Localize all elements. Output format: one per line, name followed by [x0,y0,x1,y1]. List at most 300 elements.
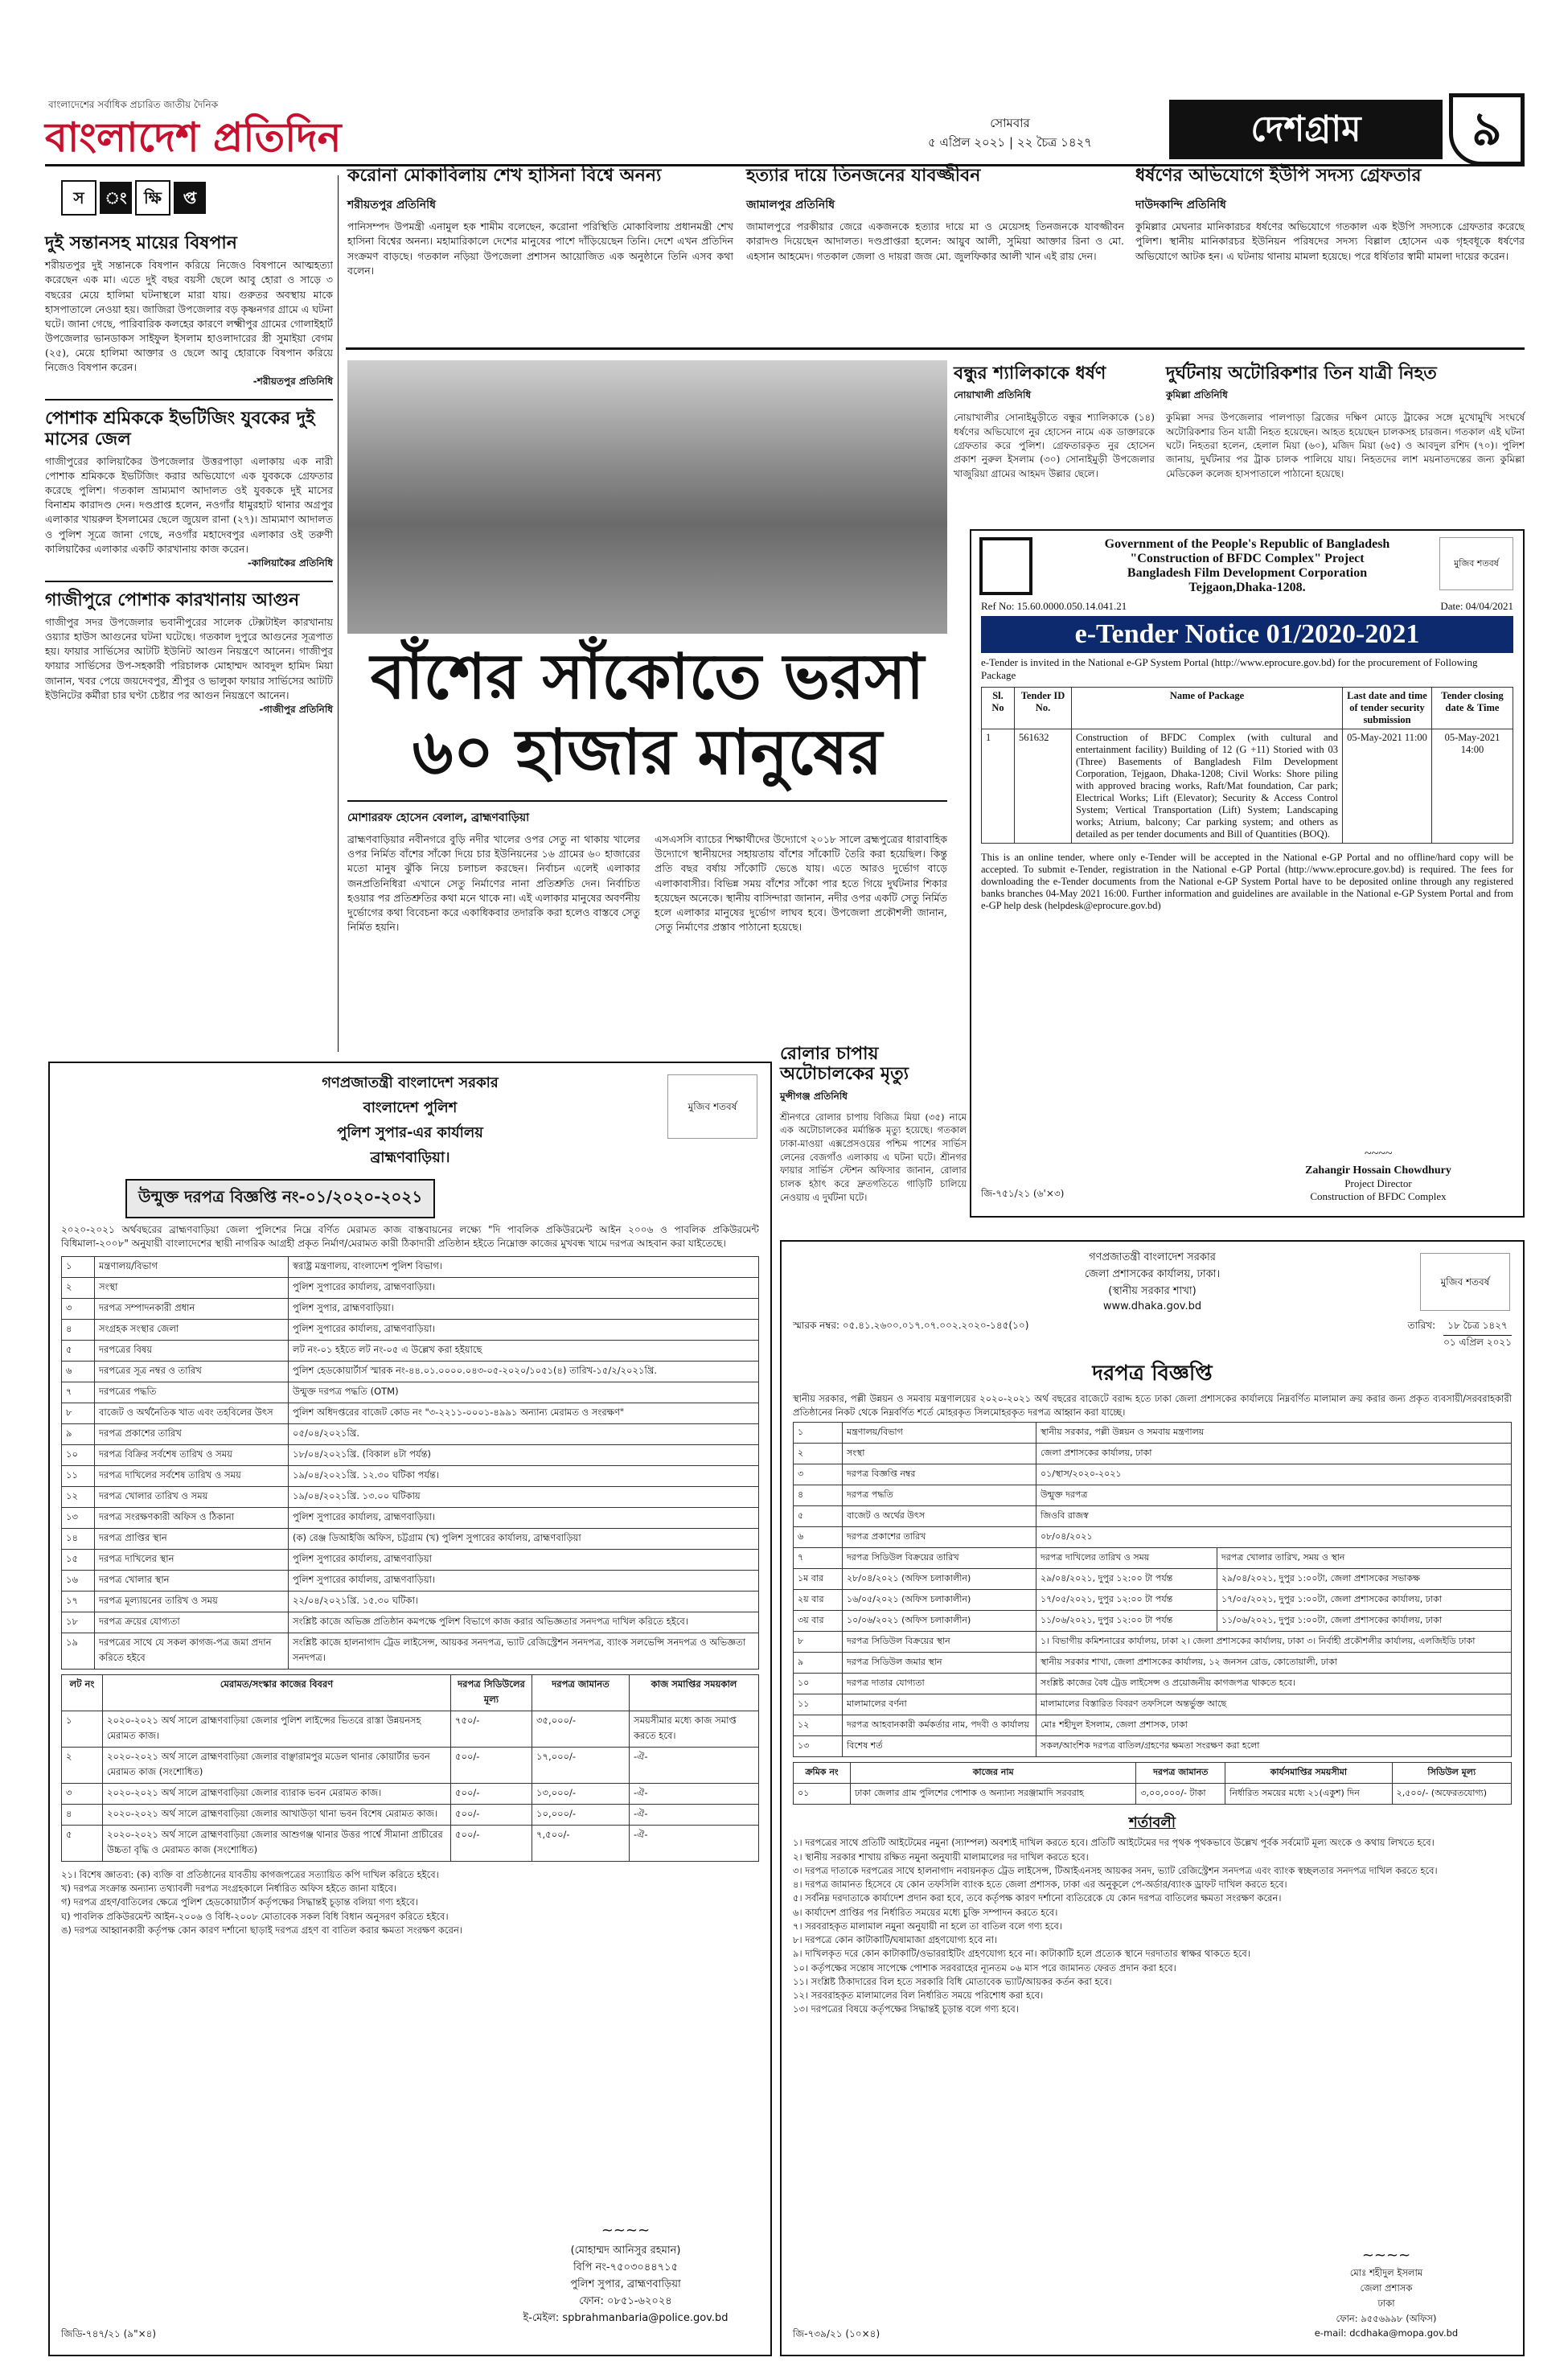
table-cell: ১ [794,1423,843,1444]
bfdc-project: "Construction of BFDC Complex" Project [1130,552,1365,565]
section-title: দেশগ্রাম [1169,100,1443,159]
bfdc-gov: Government of the People's Republic of Bangladesh [1104,537,1390,551]
police-dept: বাংলাদেশ পুলিশ [363,1099,458,1116]
table-cell: ১৭ [62,1591,95,1612]
table-cell: দরপত্র প্রাপ্তির স্থান [95,1528,289,1549]
table-cell: ২য় বার [794,1590,843,1611]
bfdc-tender-table [981,687,1513,844]
story-body: ব্রাহ্মণবাড়িয়ার নবীনগরে বুড়ি নদীর খালের ওপর সেতু না থাকায় খালের ওপর নির্মিত বাঁশের সাঁকো দিয়ে চার ইউনিয়নের ১৬ গ্রামের ৬০ হাজারের মতো মানুষ ঝুঁকি নিয়ে চলাচল করছেন। নির্বাচন এলেই এলাকার জনপ্রতিনিধিরা এখানে সেতু নির্মাণের নানা প্রতিশ্রুতি দেন। নির্বাচিত হওয়ার পর প্রতিশ্রুতির কথা মনে থাকে না। এই এলাকার মানুষের অবর্ণনীয় দুর্ভোগের কথা বিবেচনা করে একাধিকবার তদারকি করা হলেও বাস্তবে সেতু নির্মিত হয়নি। [347,833,640,933]
table-row [794,1527,1512,1548]
brief-item [45,233,333,391]
table-cell: -ঐ- [630,1804,759,1825]
table-row [62,1444,759,1465]
table-cell: ১ [62,1256,95,1277]
sign-phone: ফোন: ০৮৫১-৬২০২৪ [579,2295,672,2307]
table-cell: ৬ [794,1527,843,1548]
table-header: দরপত্র দাখিলের তারিখ ও সময় [1036,1548,1217,1569]
dhaka-date-en: ০১ এপ্রিল ২০২১ [1443,1337,1512,1348]
table-cell: দরপত্র প্রকাশের তারিখ [843,1527,1036,1548]
mujib-badge-icon: মুজিব শতবর্ষ [667,1074,757,1139]
story-headline[interactable]: দুর্ঘটনায় অটোরিকশার তিন যাত্রী নিহত [1166,363,1437,384]
dhaka-memo-row [793,1319,1512,1352]
table-row [794,1784,1512,1805]
brief-letter: ক্ষি [135,180,170,216]
dhaka-intro: স্থানীয় সরকার, পল্লী উন্নয়ন ও সমবায় মন্ত্রণালয়ের ২০২০-২০২১ অর্থ বছরের বাজেটে বরাদ্দ হতে ঢাকা জেলা প্রশাসকের কার্যালয়ে নিম্নবর্ণিত মালামাল ক্রয় করার জন্য প্রকৃত ব্যবসায়ী/সরবরাহকারী প্রতিষ্ঠানের নিকট থেকে নিম্নবর্ণিত শর্তে মোহরকৃত সিলমোহরকৃত দরপত্র আহ্বান করা যাচ্ছে। [793,1393,1512,1418]
table-cell: বাজেট ও অর্থের উৎস [843,1506,1036,1527]
table-row [982,729,1513,844]
bfdc-ref-row [981,600,1513,613]
note-item: ২১। বিশেষ জ্ঞাতব্য: (ক) ব্যক্তি বা প্রতিষ্ঠানের যাবতীয় কাগজপত্রের সত্যায়িত কপি দাখিল করিতে হইবে। [61,1868,439,1880]
table-cell: দরপত্র সিডিউল বিক্রয়ের স্থান [843,1632,1036,1653]
divider [45,581,333,582]
table-cell: 561632 [1015,729,1072,844]
table-cell: মোঃ শহীদুল ইসলাম, জেলা প্রশাসক, ঢাকা [1036,1715,1512,1736]
table-row [62,1486,759,1507]
term-item: ১৩। দরপত্রের বিষয়ে কর্তৃপক্ষের সিদ্ধান্তই চূড়ান্ত বলে গণ্য হবে। [793,2003,1019,2015]
table-cell: বিশেষ শর্ত [843,1736,1036,1757]
table-cell: (ক) রেঞ্জ ডিআইজি অফিস, চট্টগ্রাম (খ) পুলিশ সুপারের কার্যালয়, ব্রাহ্মণবাড়িয়া [289,1528,759,1549]
table-header: দরপত্র সিডিউল বিক্রয়ের তারিখ [843,1548,1036,1569]
brief-item [45,409,333,572]
dhaka-signature [1282,2247,1491,2339]
table-cell: ১৬/০৫/২০২১ (অফিস চলাকালীন) [843,1590,1036,1611]
table-cell: ৮ [794,1632,843,1653]
table-row [794,1632,1512,1653]
table-row [794,1611,1512,1632]
table-cell: ২ [62,1747,103,1783]
table-cell: ঢাকা জেলার গ্রাম পুলিশের পোশাক ও অন্যান্য সরঞ্জামাদি সরবরাহ [851,1784,1136,1805]
table-cell: ৯ [794,1653,843,1674]
story-body: শ্রীনগরে রোলার চাপায় বিজিত্র মিয়া (৩৫) নামে এক অটোচালকের মর্মান্তিক মৃত্যু হয়েছে। গতকাল ঢাকা-মাওয়া এক্সপ্রেসওয়ের পশ্চিম পাশের সার্ভিস লেনের বেজগাঁও এলাকায় এ ঘটনা ঘটে। শ্রীনগর ফায়ার সার্ভিস স্টেশন অফিসার জানান, রোলার চালক হঠাৎ করে দ্রুতগতিতে গাড়িটি চালিয়ে নেওয়ায় এ দুর্ঘটনা ঘটে। [780,1111,967,1203]
bfdc-intro: e-Tender is invited in the National e-GP System Portal (http://www.eprocure.gov.bd) for the procurement of Following Package [981,656,1478,681]
police-notice-title: উন্মুক্ত দরপত্র বিজ্ঞপ্তি নং-০১/২০২০-২০২১ [125,1179,435,1218]
table-cell: ১৬ [62,1570,95,1591]
divider [347,800,947,802]
table-cell: ৪ [62,1804,103,1825]
mid-story [780,1044,967,1234]
table-cell: স্থানীয় সরকার শাখা, জেলা প্রশাসকের কার্যালয়, ১২ জনসন রোড, কোতোয়ালী, ঢাকা [1036,1653,1512,1674]
table-cell: -ঐ- [630,1747,759,1783]
table-cell: সংশ্লিষ্ট কাজে হালনাগাদ ট্রেড লাইসেন্স, আয়কর সনদপত্র, ভ্যাট রেজিস্ট্রেশন সনদপত্র, ব্যাংক সলভেন্সি সনদপত্র ও অভিজ্ঞতা সনদপত্র। [289,1633,759,1669]
table-row [62,1711,759,1747]
table-cell: ২০২০-২০২১ অর্থ সালে ব্রাহ্মণবাড়িয়া জেলার পুলিশ লাইন্সের ভিতরে রাস্তা উন্নয়নসহ মেরামত কাজ। [103,1711,451,1747]
table-row [62,1507,759,1528]
table-row [794,1569,1512,1590]
table-cell: ১০ [794,1674,843,1694]
table-cell: ৭,৫০০/- [532,1825,630,1861]
table-row [62,1570,759,1591]
sign-title: জেলা প্রশাসক [1360,2282,1413,2294]
table-cell: সংশ্লিষ্ট কাজে অভিজ্ঞ প্রতিষ্ঠান কমপক্ষে পুলিশ বিভাগে কাজ করার অভিজ্ঞতার সনদপত্র দাখিল করিতে হইবে। [289,1612,759,1633]
table-row [62,1298,759,1319]
table-cell: দরপত্র খোলার তারিখ ও সময় [95,1486,289,1507]
term-item: ১। দরপত্রের সাথে প্রতিটি আইটেমের নমুনা (স্যাম্পল) অবশ্যই দাখিল করতে হবে। প্রতিটি আইটেমের দর পৃথক পৃথকভাবে উল্লেখ পূর্বক সর্বমোট মূল্য অংকে ও কথায় লিখতে হবে। [793,1837,1435,1849]
table-cell: সংগ্রহক সংস্থার জেলা [95,1319,289,1340]
sign-city: ঢাকা [1377,2298,1395,2309]
table-row [62,1633,759,1669]
table-cell: ৩য় বার [794,1611,843,1632]
table-cell: দরপত্র ক্রয়ের যোগ্যতা [95,1612,289,1633]
table-row [62,1825,759,1861]
term-item: ৬। কার্যাদেশ প্রাপ্তির পর নির্ধারিত সময়ের মধ্যে চুক্তি সম্পাদন করতে হবে। [793,1906,1058,1918]
table-cell: ৭৫০/- [451,1711,532,1747]
mujib-badge-icon: মুজিব শতবর্ষ [1420,1253,1510,1311]
table-cell: ১৭/০৫/২০২১, দুপুর ১:০০টা, জেলা প্রশাসকের কার্যালয়, ঢাকা [1217,1590,1511,1611]
brief-item-title[interactable]: গাজীপুরে পোশাক কারখানায় আগুন [45,589,300,610]
story-body: জামালপুরে পরকীয়ার জেরে একজনকে হত্যার দায়ে মা ও মেয়েসহ তিনজনকে যাবজ্জীবন কারাদণ্ড দিয়েছেন আদালত। দণ্ডপ্রাপ্তরা হলেন: আয়ুব আলী, সুমিয়া আক্তার রিনা ও মো. এহসান আহমেদ। গতকাল জেলা ও দায়রা জজ মো. জুলফিকার আলী খান এই রায় দেন। [746,220,1124,262]
table-cell: ৩ [794,1464,843,1485]
bfdc-ref: Ref No: 15.60.0000.050.14.041.21 [981,600,1127,612]
sign-name: Zahangir Hossain Chowdhury [1305,1164,1451,1177]
ad-code: জি-৭৩৯/২১ (১০×৪) [793,2328,880,2339]
table-row [62,1528,759,1549]
dhaka-title: দরপত্র বিজ্ঞপ্তি [1092,1362,1213,1386]
bfdc-logo-icon [979,537,1032,595]
bfdc-address: Tejgaon,Dhaka-1208. [1188,581,1306,594]
term-item: ৫। সর্বনিম্ন দরদাতাকে কার্যাদেশ প্রদান করা হবে, তবে কর্তৃপক্ষ কারণ দর্শানো ব্যতিরেকে যে কোন দরপত্র বাতিলের ক্ষমতা সংরক্ষণ করেন। [793,1892,1282,1904]
table-cell: ০৮/০৪/২০২১ [1036,1527,1512,1548]
table-cell: ২ [794,1444,843,1464]
table-cell: দরপত্র দাখিলের স্থান [95,1549,289,1570]
table-cell: নির্ধারিত সময়ের মধ্যে ২১(একুশ) দিন [1225,1784,1392,1805]
term-item: ৯। দাখিলকৃত দরে কোন কাটাকাটি/ওভাররাইটিং গ্রহণযোগ্য হবে না। কাটাকাটি হলে প্রত্যেক স্থানে দরদাতার স্বাক্ষর থাকতে হবে। [793,1948,1250,1960]
police-signature [505,2222,746,2327]
table-cell: ১৯/০৪/২০২১খ্রি. ১৩.০০ ঘটিকায় [289,1486,759,1507]
story-byline: শরীয়তপুর প্রতিনিধি [347,199,436,212]
brief-letter: ং [100,182,132,214]
terms-title: শর্তাবলী [1129,1814,1176,1832]
brief-letter: স [61,180,96,216]
table-cell: ৭ [62,1382,95,1403]
photo-story-headline[interactable]: বাঁশের সাঁকোতে ভরসা [370,641,925,713]
table-row [794,1464,1512,1485]
table-row [62,1612,759,1633]
story-byline: নোয়াখালী প্রতিনিধি [954,389,1032,401]
story-byline: মোশাররফ হোসেন বেলাল, ব্রাহ্মণবাড়িয়া [347,811,530,825]
police-info-table [61,1256,759,1670]
table-cell: ১৩ [62,1507,95,1528]
table-cell: ২,৫০০/- (অফেরতযোগ্য) [1392,1784,1511,1805]
brief-header [61,180,333,216]
table-cell: ২৯/০৪/২০২১, দুপুর ১:০০টা, জেলা প্রশাসকের সভাকক্ষ [1217,1569,1511,1590]
table-cell: ১৯ [62,1633,95,1669]
table-cell: পুলিশ সুপারের কার্যালয়, ব্রাহ্মণবাড়িয়া। [289,1570,759,1591]
table-cell: ৩ [62,1298,95,1319]
table-cell: ১৩ [794,1736,843,1757]
divider [45,399,333,400]
masthead-tagline: বাংলাদেশের সর্বাধিক প্রচারিত জাতীয় দৈনিক [48,99,219,110]
table-cell: সংশ্লিষ্ট কাজের বৈধ ট্রেড লাইসেন্স ও প্রয়োজনীয় কাগজপত্র থাকতে হবে। [1036,1674,1512,1694]
page-number: ৯ [1449,93,1525,166]
dhaka-gov: গণপ্রজাতন্ত্রী বাংলাদেশ সরকার [1089,1251,1216,1263]
bfdc-date: Date: 04/04/2021 [1440,600,1513,612]
table-row [62,1549,759,1570]
table-cell: ১ [62,1711,103,1747]
table-row [794,1590,1512,1611]
table-cell: ৮ [62,1403,95,1423]
table-cell: ৫০০/- [451,1747,532,1783]
dhaka-date-label: তারিখ: [1407,1320,1436,1331]
story-body: এসএসসি ব্যাচের শিক্ষার্থীদের উদ্যোগে ২০১৮ সালে ব্রহ্মপুত্রের ধারাবাহিক উদ্যোগে স্থানীয়দের সহায়তায় বাঁশের সাঁকোটি তৈরি করা হয়েছিল। কিন্তু প্রতি বছর বর্ষায় সাঁকোটি ভেঙে যায়। এতে আরও দুর্ভোগ বাড়ে এলাকাবাসীর। বিভিন্ন সময় বাঁশের সাঁকো পার হতে গিয়ে দুর্ঘটনার শিকার হয়েছেন অনেকে। স্থানীয় বাসিন্দারা জানান, নদীর ওপর একটি সেতু নির্মিত হলে এলাকার মানুষের দুর্ভোগ লাঘব হবে। উপজেলা প্রকৌশলী জানান, সেতু নির্মাণের প্রস্তাব পাঠানো হয়েছে। [655,833,947,933]
table-cell: সময়সীমার মধ্যে কাজ সমাপ্ত করতে হবে। [630,1711,759,1747]
signature-scribble-icon: ~~~~ [601,2222,651,2239]
table-cell: ৪ [794,1485,843,1506]
table-cell: ১৭/০৫/২০২১, দুপুর ১২:০০ টা পর্যন্ত [1036,1590,1217,1611]
brief-item-title[interactable]: পোশাক শ্রমিককে ইভটিজিং যুবকের দুই মাসের জেল [45,409,315,450]
table-header: দরপত্র সিডিউলের মূল্য [451,1674,532,1711]
table-cell: দরপত্র দাখিলের সর্বশেষ তারিখ ও সময় [95,1465,289,1486]
dhaka-web[interactable]: www.dhaka.gov.bd [1102,1300,1202,1312]
brief-column [45,175,333,1056]
police-intro: ২০২০-২০২১ অর্থবছরের ব্রাহ্মণবাড়িয়া জেলা পুলিশের নিম্নে বর্ণিত মেরামত কাজ বাস্তবায়নের লক্ষ্যে "দি পাবলিক প্রকিউরমেন্ট আইন ২০০৬ ও পাবলিক প্রকিউরমেন্ট বিধিমালা-২০০৮" অনুযায়ী বাংলাদেশের স্থায়ী নাগরিক আগ্রহী প্রকৃত নির্মাণ/মেরামত কারী ঠিকাদারী প্রতিষ্ঠান হইতে নিম্নোক্ত কাজের মুখবন্ধ খামে দরপত্র আহবান করা যাইতেছে। [61,1224,759,1250]
table-cell: দরপত্র সিডিউল জমার স্থান [843,1653,1036,1674]
table-row [62,1382,759,1403]
table-header: ৭ [794,1548,843,1569]
table-cell: ১২ [794,1715,843,1736]
table-header: Tender ID No. [1015,688,1072,729]
table-cell: মালামালের বিস্তারিত বিবরণ তফসিলে অন্তর্ভুক্ত আছে [1036,1694,1512,1715]
note-item: ঙ) দরপত্র আহ্বানকারী কর্তৃপক্ষ কোন কারণ দর্শানো ছাড়াই দরপত্র গ্রহণ বা বাতিল করার ক্ষমতা সংরক্ষণ করেন। [61,1924,462,1936]
table-cell: ১৫ [62,1549,95,1570]
table-cell: ৪ [62,1319,95,1340]
table-cell: দরপত্রের সূত্র নম্বর ও তারিখ [95,1361,289,1382]
table-header: কাজ সমাপ্তির সময়কাল [630,1674,759,1711]
table-cell: ২৯/০৪/২০২১, দুপুর ১২:০০ টা পর্যন্ত [1036,1569,1217,1590]
table-cell: ২০২০-২০২১ অর্থ সালে ব্রাহ্মণবাড়িয়া জেলার বাঞ্ছারামপুর মডেল থানার কোয়ার্টার ভবন মেরামত কাজ (সংশোধিত) [103,1747,451,1783]
table-cell: স্বরাষ্ট্র মন্ত্রণালয়, বাংলাদেশ পুলিশ বিভাগ। [289,1256,759,1277]
term-item: ১১। সংশ্লিষ্ট ঠিকাদারের বিল হতে সরকারি বিধি মোতাবেক ভ্যাট/আয়কর কর্তন করা হবে। [793,1975,1112,1987]
police-lot-table [61,1674,759,1862]
term-item: ২। স্থানীয় সরকার শাখায় রক্ষিত নমুনা অনুযায়ী মালামালের দর দাখিল করতে হবে। [793,1850,1089,1863]
police-district: ব্রাহ্মণবাড়িয়া। [370,1149,450,1166]
table-cell: দরপত্র বিজ্ঞপ্তি নম্বর [843,1464,1036,1485]
table-header: দরপত্র জামানত [532,1674,630,1711]
dhaka-branch: (স্থানীয় সরকার শাখা) [1108,1285,1197,1297]
sign-title: Project Director [1344,1177,1412,1189]
table-cell: 05-May-2021 11:00 [1343,729,1432,844]
table-cell: পুলিশ সুপারের কার্যালয়, ব্রাহ্মণবাড়িয়া। [289,1507,759,1528]
table-cell: ৫ [62,1825,103,1861]
table-cell: দরপত্রের বিষয় [95,1340,289,1361]
mid-story [954,363,1155,524]
table-row [62,1804,759,1825]
masthead-day: সোমবার [990,116,1030,130]
table-cell: ০১/স্থাস/২০২০-২০২১ [1036,1464,1512,1485]
bfdc-corp: Bangladesh Film Development Corporation [1127,566,1368,580]
table-cell: দরপত্র দাতার যোগ্যতা [843,1674,1036,1694]
sign-name: (মোহাম্মদ আনিসুর রহমান) [570,2245,681,2257]
story-body: কুমিল্লা সদর উপজেলার পালপাড়া ব্রিজের দক্ষিণ মোড়ে ট্রাকের সঙ্গে মুখোমুখি সংঘর্ষে অটোরিকশার তিন যাত্রী নিহত হয়েছেন। আহত হয়েছেন চালকসহ চারজন। গতকাল এই ঘটনা ঘটে। নিহতরা হলেন, হেলাল মিয়া (৬০), মজিদ মিয়া (৬৫) ও আবদুল রশিদ (৭০)। পুলিশ জানায়, দুর্ঘটনার পর ট্রাক চালক পালিয়ে যায়। নিহতদের লাশ ময়নাতদন্তের জন্য কুমিল্লা মেডিকেল কলেজ হাসপাতালে পাঠানো হয়েছে। [1166,412,1525,479]
table-cell: দরপত্রের পদ্ধতি [95,1382,289,1403]
table-cell: উন্মুক্ত দরপত্র পদ্ধতি (OTM) [289,1382,759,1403]
table-cell: ১৮/০৪/২০২১খ্রি. (বিকাল ৪টা পর্যন্ত) [289,1444,759,1465]
table-cell: ১৭,০০০/- [532,1747,630,1783]
table-cell: লট নং-০১ হইতে লট নং-০৫ এ উল্লেখ করা হইয়াছে [289,1340,759,1361]
table-cell: দরপত্র আহবানকারী কর্মকর্তার নাম, পদবী ও কার্যালয় [843,1715,1036,1736]
brief-item-sig: -কালিয়াকৈর প্রতিনিধি [247,557,333,569]
police-tender-ad [48,1062,772,2356]
section-rule [346,347,1525,350]
table-row [62,1591,759,1612]
table-header: মেরামত/সংস্কার কাজের বিবরণ [103,1674,451,1711]
table-cell: ০৫/০৪/২০২১খ্রি. [289,1423,759,1444]
police-gov: গণপ্রজাতন্ত্রী বাংলাদেশ সরকার [322,1074,499,1091]
note-item: ঘ) পাবলিক প্রকিউরমেন্ট আইন-২০০৬ ও বিধি-২০০৮ মোতাবেক সকল বিধি বিধান অনুসরণ করিতে হইবে। [61,1910,449,1922]
brief-item-sig: -শরীয়তপুর প্রতিনিধি [252,376,333,388]
dhaka-item-table [793,1762,1512,1805]
table-cell: ১০/০৬/২০২১ (অফিস চলাকালীন) [843,1611,1036,1632]
column-divider [338,175,339,1052]
story-headline[interactable]: করোনা মোকাবিলায় শেখ হাসিনা বিশ্বে অনন্য [347,166,662,186]
table-cell: সকল/আংশিক দরপত্র বাতিল/গ্রহণের ক্ষমতা সংরক্ষণ করা হলো [1036,1736,1512,1757]
brief-item-title[interactable]: দুই সন্তানসহ মায়ের বিষপান [45,233,237,253]
sign-phone: ফোন: ৯৫৫৬৯৯৮ (অফিস) [1336,2313,1437,2324]
table-cell: ১২ [62,1486,95,1507]
story-byline: কুমিল্লা প্রতিনিধি [1166,389,1228,401]
sign-email[interactable]: ই-মেইল: spbrahmanbaria@police.gov.bd [523,2312,729,2324]
signature-scribble-icon: ~~~~ [1364,1147,1393,1160]
terms-list [793,1836,1512,2016]
brief-item-body: শরীয়তপুর দুই সন্তানকে বিষপান করিয়ে নিজেও বিষপানে আত্মহত্যা করেছেন এক মা। এতে দুই বছর বয়সী ছেলে আবু হোরা ও সাড়ে ৩ বছরের মেয়ে হালিমা ঘটনাস্থলে মারা যায়। গুরুতর অবস্থায় মাকে হাসপাতালে নেওয়া হয়। জাজিরা উপজেলার বড় কৃষ্ণনগর গ্রামে এ ঘটনা ঘটে। জানা গেছে, পারিবারিক কলহের কারণে লক্ষ্মীপুর গ্রামের গোলাইহার্ট উপজেলার ভানডাকস সাইফুল ইসলাম হাওলাদারের স্ত্রী সুমাইয়া বেগম (২৫), মেয়ে হালিমা আক্তার ও ছেলে আবু হোরাকে বিষপান করিয়ে নিজেও বিষপান করেন। [45,259,333,374]
police-office: পুলিশ সুপার-এর কার্যালয় [337,1124,483,1141]
ad-code: জিডি-৭৪৭/২১ (৯"×৪) [61,2328,157,2339]
table-cell: পুলিশ অধিদপ্তরের বাজেট কোড নং "৩-২২১১-০০০১-৪৯৯১ অন্যান্য মেরামত ও সংরক্ষণ" [289,1403,759,1423]
story-headline[interactable]: রোলার চাপায় অটোচালকের মৃত্যু [780,1044,909,1085]
note-item: খ) দরপত্র সংক্রান্ত অন্যান্য তথ্যাবলী দরপত্র সংগ্রহকালে নির্ধারিত অফিস হইতে জানা যাইবে। [61,1883,396,1895]
table-row [794,1444,1512,1464]
table-row [62,1361,759,1382]
table-cell: ৫০০/- [451,1804,532,1825]
table-row [794,1694,1512,1715]
story-body: কুমিল্লার মেঘনার মানিকারচর ধর্ষণের অভিযোগে গতকাল এক ইউপি সদস্যকে গ্রেফতার করেছে পুলিশ। স্থানীয় মানিকারচর ইউনিয়ন পরিষদের সদস্য বিল্লাল হোসেন এক গৃহবধূকে ধর্ষণের অভিযোগে আটক হন। এ ঘটনায় থানায় মামলা হয়েছে। পরে ধর্ষিতার স্বামী মামলা দায়ের করেন। [1135,220,1525,262]
table-cell: ২৮/০৪/২০২১ (অফিস চলাকালীন) [843,1569,1036,1590]
table-cell: দরপত্র মূল্যায়নের তারিখ ও সময় [95,1591,289,1612]
table-cell: ০১ [794,1784,851,1805]
story-headline[interactable]: হত্যার দায়ে তিনজনের যাবজ্জীবন [746,166,981,186]
table-row [794,1653,1512,1674]
story-body: পানিসম্পদ উপমন্ত্রী এনামুল হক শামীম বলেছেন, করোনা পরিস্থিতি মোকাবিলায় প্রধানমন্ত্রী শেখ হাসিনা বিশ্বের অনন্য। মহামারিকালে দেশের মানুষের পাশে দাঁড়িয়েছেন তিনি। দেশে এখন প্রতিদিন সংক্রমণ বাড়ছে। গতকাল নড়িয়া উপজেলা প্রশাসন আয়োজিত এক অনুষ্ঠানে তিনি এসব কথা বলেন। [347,220,733,277]
sign-title: পুলিশ সুপার, ব্রাহ্মণবাড়িয়া [570,2278,681,2290]
table-row [794,1506,1512,1527]
table-cell: পুলিশ সুপারের কার্যালয়, ব্রাহ্মণবাড়িয়া [289,1549,759,1570]
dhaka-tender-ad [780,1240,1525,2356]
table-cell: দরপত্র প্রকাশের তারিখ [95,1423,289,1444]
table-cell: ৬ [62,1361,95,1382]
term-item: ১০। কর্তৃপক্ষের সন্তোষ সাপেক্ষে পোশাক সরবরাহের ন্যূনতম ০৬ মাস পরে জামানত ফেরত প্রদান করা হবে। [793,1961,1176,1974]
bfdc-tender-ad [970,529,1525,1218]
table-row [62,1465,759,1486]
table-row [62,1403,759,1423]
story-byline: মুন্সীগঞ্জ প্রতিনিধি [780,1090,848,1102]
top-story [1135,166,1525,343]
table-cell: পুলিশ হেডকোয়ার্টার্স স্মারক নং-৪৪.০১.০০০০.০৪৩-০৫-২০২০/১০৫১(৪) তারিখ-১৫/২/২০২১খ্রি. [289,1361,759,1382]
table-cell: ১১/০৬/২০২১, দুপুর ১:০০টা, জেলা প্রশাসকের কার্যালয়, ঢাকা [1217,1611,1511,1632]
table-cell: ৫ [794,1506,843,1527]
table-cell: ৯ [62,1423,95,1444]
photo-story-headline[interactable]: ৬০ হাজার মানুষের [412,716,883,789]
table-header: Last date and time of tender security submission [1343,688,1432,729]
table-cell: দরপত্রের সাথে যে সকল কাগজ-পত্র জমা প্রদান করিতে হইবে [95,1633,289,1669]
table-row [794,1423,1512,1444]
table-cell: পুলিশ সুপার, ব্রাহ্মণবাড়িয়া। [289,1298,759,1319]
term-item: ৪। দরপত্র জামানত হিসেবে যে কোন তফসিলি ব্যাংক হতে জেলা প্রশাসক, ঢাকা এর অনুকূলে পে-অর্ডার/ব্যাংক ড্রাফট দাখিল করতে হবে। [793,1879,1287,1891]
table-row [62,1277,759,1298]
table-cell: দরপত্র সম্পাদনকারী প্রধান [95,1298,289,1319]
table-cell: সংস্থা [843,1444,1036,1464]
table-cell: -ঐ- [630,1783,759,1804]
dhaka-office: জেলা প্রশাসকের কার্যালয়, ঢাকা। [1084,1268,1221,1280]
table-cell: জিওবি রাজস্ব [1036,1506,1512,1527]
table-row [62,1783,759,1804]
table-row [62,1747,759,1783]
story-body: নোয়াখালীর সোনাইমুড়ীতে বন্ধুর শ্যালিকাকে (১৪) ধর্ষণের অভিযোগে নুর হোসেন নামে এক ডাক্তারকে গ্রেফতার করে পুলিশ। গ্রেফতারকৃত নুর হোসেন প্রকাশ নুরুল ইসলাম (৩০) সোনাইমুড়ী উপজেলার খাজুরিয়া গ্রামের আহমদ উল্লার ছেলে। [954,412,1155,479]
newspaper-logo[interactable]: বাংলাদেশ প্রতিদিন [45,114,342,161]
brief-letter: প্ত [174,182,206,214]
table-cell: ১১/০৬/২০২১, দুপুর ১২:০০ টা পর্যন্ত [1036,1611,1217,1632]
brief-item-sig: -গাজীপুর প্রতিনিধি [259,703,333,715]
term-item: ১২। সরবরাহকৃত মালামালের বিল নির্ধারিত সময়ে পরিশোধ করা হবে। [793,1990,1044,2002]
brief-item-body: গাজীপুর সদর উপজেলার ভবানীপুরের সালেক টেক্সটাইল কারখানায় ওয়্যার হাউস আগুনের ঘটনা ঘটেছে। গতকাল দুপুরে আগুনের সূত্রপাত হয়। ফায়ার সার্ভিসের আটটি ইউনিট আগুন নিয়ন্ত্রণে আনেন। গাজীপুর ফায়ার সার্ভিসের উপ-সহকারী পরিচালক মোহাম্মদ আবদুল হামিদ মিয়া জানান, খবর পেয়ে জয়দেবপুর, শ্রীপুর ও ভালুকা ফায়ার সার্ভিসের আটটি ইউনিটের কর্মীরা চার ঘণ্টা চেষ্টার পর আগুন নিয়ন্ত্রণে আনেন। [45,616,333,701]
table-cell: মালামালের বর্ণনা [843,1694,1036,1715]
table-cell: ২ [62,1277,95,1298]
dhaka-info-table [793,1422,1512,1757]
table-row [62,1256,759,1277]
table-row [794,1674,1512,1694]
table-header: ক্রমিক নং [794,1763,851,1784]
table-cell: ১৮ [62,1612,95,1633]
ad-code: জি-৭৫১/২১ (৬'×৩) [981,1188,1065,1199]
table-row [794,1485,1512,1506]
dhaka-date [1443,1319,1512,1352]
table-cell: ২০২০-২০২১ অর্থ সালে ব্রাহ্মণবাড়িয়া জেলার ব্যারাক ভবন মেরামত কাজ। [103,1783,451,1804]
table-cell: -ঐ- [630,1825,759,1861]
table-cell: ২০২০-২০২১ অর্থ সালে ব্রাহ্মণবাড়িয়া জেলার আশুগঞ্জ থানার উত্তর পার্শ্বে সীমানা প্রাচীরের উচ্চতা বৃদ্ধি ও মেরামত কাজ (সংশোধিত) [103,1825,451,1861]
photo-story-columns [347,832,947,934]
story-headline[interactable]: ধর্ষণের অভিযোগে ইউপি সদস্য গ্রেফতার [1135,166,1422,186]
table-row [794,1715,1512,1736]
sign-sub: Construction of BFDC Complex [1310,1190,1447,1202]
story-byline: জামালপুর প্রতিনিধি [746,199,835,212]
mujib-badge-icon: মুজিব শতবর্ষ [1439,537,1513,590]
table-cell: ১০ [62,1444,95,1465]
story-headline[interactable]: বন্ধুর শ্যালিকাকে ধর্ষণ [954,363,1106,384]
masthead-date: ৫ এপ্রিল ২০২১ | ২২ চৈত্র ১৪২৭ [927,135,1093,150]
sign-email[interactable]: e-mail: dcdhaka@mopa.gov.bd [1314,2327,1459,2339]
bfdc-signature [1258,1147,1499,1203]
term-item: ৭। সরবরাহকৃত মালামাল নমুনা অনুযায়ী না হলে তা বাতিল বলে গণ্য হবে। [793,1920,1062,1932]
table-header: সিডিউল মূল্য [1392,1763,1511,1784]
table-row [794,1736,1512,1757]
table-row [62,1423,759,1444]
signature-scribble-icon: ~~~~ [1361,2247,1411,2264]
table-cell: Construction of BFDC Complex (with cultural and entertainment facility) Building of 12 (G +11) Storied with 03 (Three) Basements of Bangladesh Film Development Corporation, Tejgaon, Dhaka-1208; Civil Works: Shore piling with approved bracing works, Raft/Mat foundation, Car park; Electrical Works; Lift (Elevator); Security & Access Control System; Vertical Transportation (Lift) System; Landscaping works; Atrium, balcony; Car parking system; and others as detailed as per tender documents and Bill of Quantities (BOQ). [1072,729,1343,844]
table-cell: পুলিশ সুপারের কার্যালয়, ব্রাহ্মণবাড়িয়া। [289,1319,759,1340]
table-cell: দরপত্র খোলার স্থান [95,1570,289,1591]
brief-item [45,590,333,719]
table-cell: ১১ [794,1694,843,1715]
top-story [746,166,1124,343]
etender-notice-title: e-Tender Notice 01/2020-2021 [981,616,1513,653]
table-cell: ৫০০/- [451,1783,532,1804]
table-cell: সংস্থা [95,1277,289,1298]
table-cell: মন্ত্রণালয়/বিভাগ [95,1256,289,1277]
table-cell: ২০২০-২০২১ অর্থ সালে ব্রাহ্মণবাড়িয়া জেলার আখাউড়া থানা ভবন বিশেষ মেরামত কাজ। [103,1804,451,1825]
dhaka-date-bn: ১৮ চৈত্র ১৪২৭ [1443,1319,1512,1336]
table-cell: বাজেট ও অর্থনৈতিক খাত এবং তহবিলের উৎস [95,1403,289,1423]
brief-item-body: গাজীপুরের কালিয়াকৈর উপজেলার উত্তরপাড়া এলাকায় এক নারী পোশাক শ্রমিককে ইভটিজিং করার অভিযোগে এক যুবককে গ্রেফতার করেছে পুলিশ। গতকাল ভ্রাম্যমাণ আদালত ওই যুবককে দুই মাসের বিনাশ্রম কারাদণ্ড দেন। দণ্ডপ্রাপ্ত হলেন, নওগাঁর ধামুরহাট থানার অগ্রপুর এলাকার খায়রুল ইসলামের ছেলে জুয়েল রানা (২৭)। ভ্রাম্যমাণ আদালত ও পুলিশ সূত্রে জানা গেছে, নওগাঁর মহাদেবপুর এলাকার ওই তরুণী কালিয়াকৈর এলাকার একটি কারখানায় কাজ করেন। [45,454,333,555]
bamboo-bridge-photo[interactable] [347,360,947,634]
table-row [62,1340,759,1361]
